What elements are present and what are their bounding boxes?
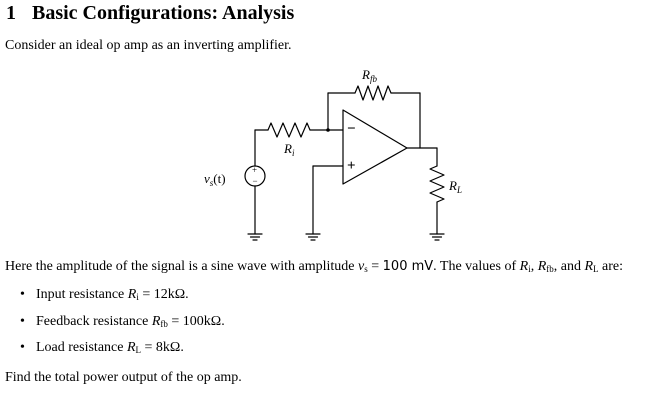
opamp-plus-sign: + xyxy=(347,158,356,174)
load-resistor xyxy=(430,166,444,202)
feedback-resistor xyxy=(355,86,391,100)
description-paragraph: Here the amplitude of the signal is a sine wave with amplitude $v_s = 100$ mV. The values of $R_i$, $R_{fb}$, and $R_L$ are: xyxy=(5,259,624,274)
question-text: Find the total power output of the op amp. xyxy=(5,370,242,385)
source-minus-sign: − xyxy=(252,176,258,186)
source-plus-sign: + xyxy=(252,165,258,175)
junction-dot xyxy=(326,128,330,132)
ri-label: $R_i$ xyxy=(284,141,295,158)
amplitude-value: 100 mV xyxy=(382,259,434,274)
ground-symbol-3 xyxy=(430,234,444,240)
list-item: • Feedback resistance $R_{fb} = 100k\Omega$. xyxy=(20,313,225,329)
section-title: Basic Configurations: Analysis xyxy=(32,2,295,24)
opamp-minus-sign: − xyxy=(347,121,356,137)
values-list xyxy=(20,287,225,367)
rfb-label: $R_{fb}$ xyxy=(362,67,377,84)
intro-text: Consider an ideal op amp as an inverting amplifier. xyxy=(5,38,292,53)
vs-label: $v_s(t)$ xyxy=(204,171,226,188)
section-number: 1 xyxy=(6,2,16,24)
list-item: • Load resistance $R_L = 8k\Omega$. xyxy=(20,340,184,355)
ground-symbol-1 xyxy=(248,234,262,240)
section-heading xyxy=(6,2,294,25)
rl-label: $R_L$ xyxy=(449,178,462,195)
list-item: • Input resistance $R_i = 12k\Omega$. xyxy=(20,287,189,302)
input-resistor xyxy=(268,123,310,137)
circuit-diagram xyxy=(195,62,475,254)
ground-symbol-2 xyxy=(306,234,320,240)
